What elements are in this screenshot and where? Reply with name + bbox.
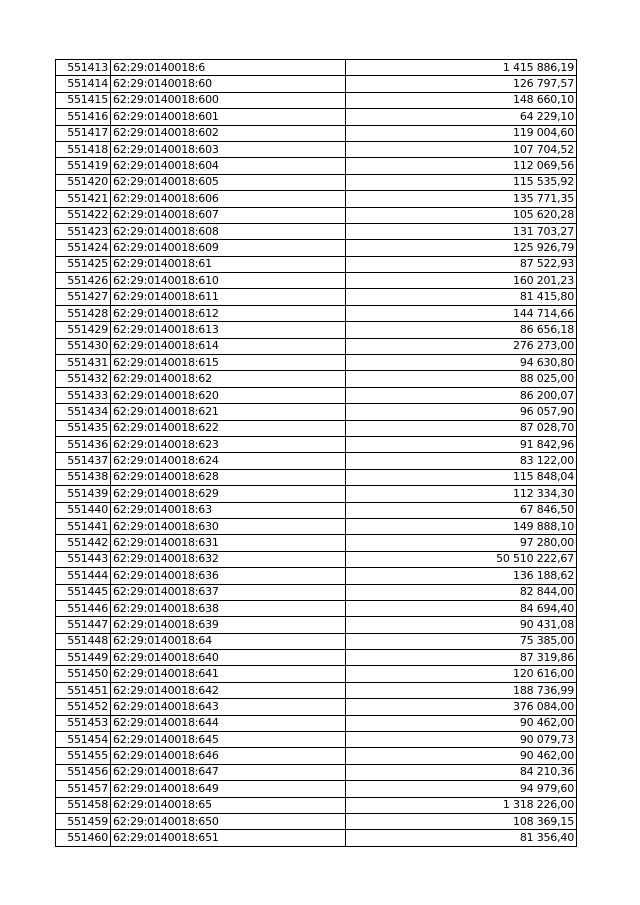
table-row — [56, 453, 577, 469]
cadastral-number-cell: 62:29:0140018:62 — [111, 371, 346, 387]
cadastral-number-cell: 62:29:0140018:642 — [111, 682, 346, 698]
cadastral-number-cell: 62:29:0140018:602 — [111, 125, 346, 141]
table-row — [56, 650, 577, 666]
table-row — [56, 551, 577, 567]
cadastral-value-cell: 276 273,00 — [346, 338, 577, 354]
cadastral-number-cell: 62:29:0140018:6 — [111, 60, 346, 76]
cadastral-number-cell: 62:29:0140018:621 — [111, 404, 346, 420]
table-row — [56, 830, 577, 846]
cadastral-number-cell: 62:29:0140018:600 — [111, 92, 346, 108]
row-number-cell: 551451 — [56, 682, 111, 698]
cadastral-value-cell: 82 844,00 — [346, 584, 577, 600]
cadastral-value-cell: 108 369,15 — [346, 813, 577, 829]
cadastral-value-cell: 90 431,08 — [346, 617, 577, 633]
cadastral-value-cell: 87 319,86 — [346, 650, 577, 666]
row-number-cell: 551424 — [56, 240, 111, 256]
cadastral-value-cell: 81 415,80 — [346, 289, 577, 305]
cadastral-number-cell: 62:29:0140018:622 — [111, 420, 346, 436]
table-row — [56, 305, 577, 321]
row-number-cell: 551445 — [56, 584, 111, 600]
cadastral-number-cell: 62:29:0140018:620 — [111, 387, 346, 403]
row-number-cell: 551441 — [56, 518, 111, 534]
table-row — [56, 666, 577, 682]
cadastral-number-cell: 62:29:0140018:639 — [111, 617, 346, 633]
table-row — [56, 797, 577, 813]
table-row — [56, 191, 577, 207]
cadastral-number-cell: 62:29:0140018:643 — [111, 699, 346, 715]
cadastral-value-cell: 376 084,00 — [346, 699, 577, 715]
row-number-cell: 551414 — [56, 76, 111, 92]
table-row — [56, 404, 577, 420]
table-row — [56, 223, 577, 239]
row-number-cell: 551454 — [56, 732, 111, 748]
cadastral-value-cell: 94 630,80 — [346, 355, 577, 371]
cadastral-number-cell: 62:29:0140018:609 — [111, 240, 346, 256]
cadastral-number-cell: 62:29:0140018:630 — [111, 518, 346, 534]
row-number-cell: 551426 — [56, 273, 111, 289]
table-row — [56, 732, 577, 748]
cadastral-number-cell: 62:29:0140018:614 — [111, 338, 346, 354]
cadastral-number-cell: 62:29:0140018:603 — [111, 141, 346, 157]
cadastral-number-cell: 62:29:0140018:640 — [111, 650, 346, 666]
cadastral-number-cell: 62:29:0140018:606 — [111, 191, 346, 207]
table-row — [56, 568, 577, 584]
cadastral-value-cell: 83 122,00 — [346, 453, 577, 469]
cadastral-number-cell: 62:29:0140018:636 — [111, 568, 346, 584]
cadastral-value-cell: 94 979,60 — [346, 781, 577, 797]
cadastral-number-cell: 62:29:0140018:612 — [111, 305, 346, 321]
table-row — [56, 322, 577, 338]
row-number-cell: 551413 — [56, 60, 111, 76]
cadastral-value-cell: 90 462,00 — [346, 715, 577, 731]
row-number-cell: 551452 — [56, 699, 111, 715]
cadastral-value-cell: 107 704,52 — [346, 141, 577, 157]
cadastral-value-cell: 87 522,93 — [346, 256, 577, 272]
table-row — [56, 158, 577, 174]
row-number-cell: 551435 — [56, 420, 111, 436]
row-number-cell: 551459 — [56, 813, 111, 829]
table-row — [56, 715, 577, 731]
row-number-cell: 551423 — [56, 223, 111, 239]
table-row — [56, 92, 577, 108]
cadastral-number-cell: 62:29:0140018:607 — [111, 207, 346, 223]
row-number-cell: 551440 — [56, 502, 111, 518]
cadastral-value-cell: 188 736,99 — [346, 682, 577, 698]
cadastral-number-cell: 62:29:0140018:605 — [111, 174, 346, 190]
cadastral-number-cell: 62:29:0140018:623 — [111, 436, 346, 452]
cadastral-value-cell: 115 535,92 — [346, 174, 577, 190]
cadastral-value-cell: 131 703,27 — [346, 223, 577, 239]
cadastral-value-cell: 119 004,60 — [346, 125, 577, 141]
cadastral-value-cell: 112 069,56 — [346, 158, 577, 174]
table-row — [56, 338, 577, 354]
cadastral-number-cell: 62:29:0140018:64 — [111, 633, 346, 649]
row-number-cell: 551446 — [56, 600, 111, 616]
cadastral-number-cell: 62:29:0140018:649 — [111, 781, 346, 797]
cadastral-number-cell: 62:29:0140018:632 — [111, 551, 346, 567]
cadastral-number-cell: 62:29:0140018:645 — [111, 732, 346, 748]
cadastral-value-cell: 75 385,00 — [346, 633, 577, 649]
row-number-cell: 551427 — [56, 289, 111, 305]
table-row — [56, 535, 577, 551]
row-number-cell: 551419 — [56, 158, 111, 174]
table-body — [56, 60, 577, 847]
cadastral-value-cell: 84 210,36 — [346, 764, 577, 780]
row-number-cell: 551431 — [56, 355, 111, 371]
cadastral-value-cell: 136 188,62 — [346, 568, 577, 584]
cadastral-number-cell: 62:29:0140018:637 — [111, 584, 346, 600]
table-row — [56, 60, 577, 76]
row-number-cell: 551455 — [56, 748, 111, 764]
cadastral-number-cell: 62:29:0140018:644 — [111, 715, 346, 731]
cadastral-value-cell: 91 842,96 — [346, 436, 577, 452]
table-row — [56, 371, 577, 387]
cadastral-value-cell: 84 694,40 — [346, 600, 577, 616]
cadastral-number-cell: 62:29:0140018:631 — [111, 535, 346, 551]
table-row — [56, 125, 577, 141]
row-number-cell: 551456 — [56, 764, 111, 780]
row-number-cell: 551460 — [56, 830, 111, 846]
row-number-cell: 551437 — [56, 453, 111, 469]
row-number-cell: 551458 — [56, 797, 111, 813]
table-row — [56, 584, 577, 600]
cadastral-number-cell: 62:29:0140018:613 — [111, 322, 346, 338]
row-number-cell: 551415 — [56, 92, 111, 108]
cadastral-number-cell: 62:29:0140018:65 — [111, 797, 346, 813]
cadastral-number-cell: 62:29:0140018:629 — [111, 486, 346, 502]
row-number-cell: 551450 — [56, 666, 111, 682]
cadastral-value-cell: 115 848,04 — [346, 469, 577, 485]
table-row — [56, 469, 577, 485]
cadastral-number-cell: 62:29:0140018:611 — [111, 289, 346, 305]
cadastral-number-cell: 62:29:0140018:608 — [111, 223, 346, 239]
cadastral-number-cell: 62:29:0140018:604 — [111, 158, 346, 174]
row-number-cell: 551433 — [56, 387, 111, 403]
cadastral-value-cell: 160 201,23 — [346, 273, 577, 289]
table-row — [56, 518, 577, 534]
table-row — [56, 699, 577, 715]
cadastral-value-cell: 64 229,10 — [346, 109, 577, 125]
table-row — [56, 141, 577, 157]
cadastral-value-table — [55, 59, 577, 847]
cadastral-value-cell: 1 415 886,19 — [346, 60, 577, 76]
table-row — [56, 420, 577, 436]
cadastral-number-cell: 62:29:0140018:63 — [111, 502, 346, 518]
row-number-cell: 551447 — [56, 617, 111, 633]
row-number-cell: 551438 — [56, 469, 111, 485]
cadastral-value-cell: 87 028,70 — [346, 420, 577, 436]
cadastral-number-cell: 62:29:0140018:601 — [111, 109, 346, 125]
table-row — [56, 633, 577, 649]
cadastral-value-cell: 88 025,00 — [346, 371, 577, 387]
table-row — [56, 617, 577, 633]
row-number-cell: 551416 — [56, 109, 111, 125]
table-row — [56, 289, 577, 305]
row-number-cell: 551428 — [56, 305, 111, 321]
table-row — [56, 76, 577, 92]
cadastral-value-cell: 86 656,18 — [346, 322, 577, 338]
cadastral-value-cell: 50 510 222,67 — [346, 551, 577, 567]
cadastral-value-cell: 148 660,10 — [346, 92, 577, 108]
cadastral-value-cell: 144 714,66 — [346, 305, 577, 321]
table-row — [56, 436, 577, 452]
table-row — [56, 764, 577, 780]
cadastral-value-cell: 97 280,00 — [346, 535, 577, 551]
row-number-cell: 551436 — [56, 436, 111, 452]
row-number-cell: 551430 — [56, 338, 111, 354]
row-number-cell: 551449 — [56, 650, 111, 666]
cadastral-number-cell: 62:29:0140018:650 — [111, 813, 346, 829]
cadastral-number-cell: 62:29:0140018:641 — [111, 666, 346, 682]
table-row — [56, 240, 577, 256]
row-number-cell: 551432 — [56, 371, 111, 387]
cadastral-value-cell: 90 462,00 — [346, 748, 577, 764]
table-row — [56, 502, 577, 518]
table-row — [56, 256, 577, 272]
row-number-cell: 551429 — [56, 322, 111, 338]
table-row — [56, 781, 577, 797]
cadastral-number-cell: 62:29:0140018:638 — [111, 600, 346, 616]
row-number-cell: 551439 — [56, 486, 111, 502]
row-number-cell: 551422 — [56, 207, 111, 223]
cadastral-number-cell: 62:29:0140018:60 — [111, 76, 346, 92]
cadastral-value-cell: 120 616,00 — [346, 666, 577, 682]
cadastral-value-cell: 126 797,57 — [346, 76, 577, 92]
cadastral-number-cell: 62:29:0140018:647 — [111, 764, 346, 780]
row-number-cell: 551425 — [56, 256, 111, 272]
table-row — [56, 387, 577, 403]
cadastral-number-cell: 62:29:0140018:610 — [111, 273, 346, 289]
row-number-cell: 551418 — [56, 141, 111, 157]
table-row — [56, 273, 577, 289]
cadastral-number-cell: 62:29:0140018:61 — [111, 256, 346, 272]
cadastral-value-cell: 105 620,28 — [346, 207, 577, 223]
row-number-cell: 551417 — [56, 125, 111, 141]
cadastral-value-cell: 112 334,30 — [346, 486, 577, 502]
row-number-cell: 551457 — [56, 781, 111, 797]
row-number-cell: 551443 — [56, 551, 111, 567]
cadastral-value-cell: 96 057,90 — [346, 404, 577, 420]
table-row — [56, 748, 577, 764]
cadastral-value-cell: 149 888,10 — [346, 518, 577, 534]
cadastral-value-cell: 1 318 226,00 — [346, 797, 577, 813]
row-number-cell: 551442 — [56, 535, 111, 551]
cadastral-number-cell: 62:29:0140018:628 — [111, 469, 346, 485]
table-row — [56, 682, 577, 698]
cadastral-number-cell: 62:29:0140018:615 — [111, 355, 346, 371]
table-row — [56, 109, 577, 125]
cadastral-value-cell: 81 356,40 — [346, 830, 577, 846]
row-number-cell: 551434 — [56, 404, 111, 420]
cadastral-number-cell: 62:29:0140018:651 — [111, 830, 346, 846]
cadastral-value-cell: 90 079,73 — [346, 732, 577, 748]
row-number-cell: 551453 — [56, 715, 111, 731]
cadastral-value-cell: 67 846,50 — [346, 502, 577, 518]
cadastral-value-cell: 135 771,35 — [346, 191, 577, 207]
row-number-cell: 551420 — [56, 174, 111, 190]
table-row — [56, 600, 577, 616]
table-row — [56, 174, 577, 190]
row-number-cell: 551448 — [56, 633, 111, 649]
cadastral-number-cell: 62:29:0140018:646 — [111, 748, 346, 764]
cadastral-value-cell: 125 926,79 — [346, 240, 577, 256]
cadastral-value-cell: 86 200,07 — [346, 387, 577, 403]
cadastral-number-cell: 62:29:0140018:624 — [111, 453, 346, 469]
table-row — [56, 813, 577, 829]
table-row — [56, 207, 577, 223]
table-row — [56, 486, 577, 502]
table-row — [56, 355, 577, 371]
row-number-cell: 551444 — [56, 568, 111, 584]
row-number-cell: 551421 — [56, 191, 111, 207]
